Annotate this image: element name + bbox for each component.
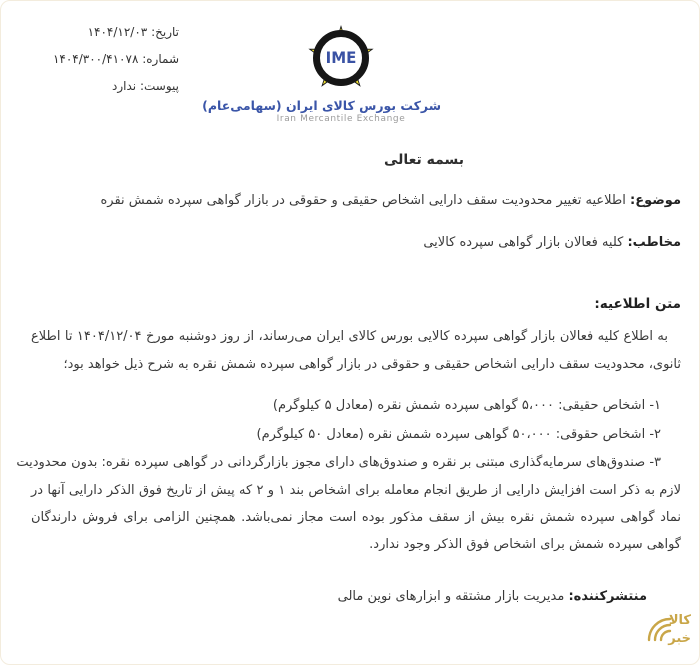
subject-text: اطلاعیه تغییر محدودیت سقف دارایی اشخاص حقیقی و حقوقی در بازار گواهی سپرده شمش نقره bbox=[100, 193, 626, 208]
ime-logo bbox=[202, 25, 441, 124]
attachment-value: ندارد bbox=[112, 79, 137, 93]
attachment-label: پیوست: bbox=[139, 79, 179, 93]
company-name-en: Iran Mercantile Exchange bbox=[276, 114, 406, 124]
list-item: ۲- اشخاص حقوقی: ۵۰،۰۰۰ گواهی سپرده شمش نقره (معادل ۵۰ کیلوگرم) bbox=[256, 426, 661, 442]
list-item: ۳- صندوق‌های سرمایه‌گذاری مبتنی بر نقره و صندوق‌های دارای مجوز بازارگردانی در گواهی سپرده نقره: بدون محدودیت bbox=[16, 455, 661, 470]
company-name-fa: شرکت بورس کالای ایران (سهامی‌عام) bbox=[202, 98, 441, 113]
meta-attachment bbox=[37, 78, 179, 95]
kala-khabar-watermark bbox=[635, 606, 693, 658]
announcement-paragraph-2: لازم به ذکر است افزایش دارایی از طریق انجام معامله برای اشخاص بند ۱ و ۲ که پیش از تاریخ فوق الذکر دارایی آنها در نماد گواهی سپرده شمش نقره بیش از سقف مذکور بوده است مجاز نمی‌باشد. همچنین الزامی برای فروش دارندگان گواهی سپرده شمش برای اشخاص فوق الذکر وجود ندارد. bbox=[31, 483, 682, 552]
meta-date bbox=[37, 24, 179, 41]
number-label: شماره: bbox=[142, 52, 179, 66]
publisher-line bbox=[338, 589, 647, 604]
watermark-text-2: خبر bbox=[668, 631, 691, 646]
meta-number bbox=[37, 51, 179, 68]
subject-label: موضوع: bbox=[630, 193, 681, 208]
publisher-text: مدیریت بازار مشتقه و ابزارهای نوین مالی bbox=[337, 589, 565, 604]
letter-meta bbox=[37, 24, 179, 105]
announcement-paragraph-1: به اطلاع کلیه فعالان بازار گواهی سپرده کالایی بورس کالای ایران می‌رساند، از روز دوشنبه مورخ ۱۴۰۴/۱۲/۰۴ تا اطلاع ثانوی، محدودیت سقف دارایی اشخاص حقیقی و حقوقی در بازار گواهی سپرده شمش نقره به شرح ذیل خواهد بود؛ bbox=[31, 329, 681, 372]
audience-label: مخاطب: bbox=[627, 235, 681, 250]
limits-list bbox=[16, 392, 661, 478]
audience-text: کلیه فعالان بازار گواهی سپرده کالایی bbox=[423, 235, 624, 250]
number-value: ۱۴۰۴/۳۰۰/۴۱۰۷۸ bbox=[52, 52, 139, 66]
body-title: متن اطلاعیه: bbox=[594, 296, 681, 312]
subject-line bbox=[100, 193, 681, 208]
list-item: ۱- اشخاص حقیقی: ۵،۰۰۰ گواهی سپرده شمش نقره (معادل ۵ کیلوگرم) bbox=[272, 398, 661, 413]
date-label: تاریخ: bbox=[151, 25, 179, 39]
ime-monogram: IME bbox=[325, 48, 357, 68]
bismillah-heading: بسمه تعالی bbox=[383, 152, 465, 168]
publisher-label: منتشرکننده: bbox=[568, 589, 647, 604]
audience-line bbox=[423, 235, 681, 250]
watermark-text-1: کالا bbox=[668, 613, 691, 628]
ring-icon bbox=[313, 30, 369, 86]
date-value: ۱۴۰۴/۱۲/۰۳ bbox=[87, 25, 148, 39]
ime-emblem-icon bbox=[307, 25, 375, 93]
